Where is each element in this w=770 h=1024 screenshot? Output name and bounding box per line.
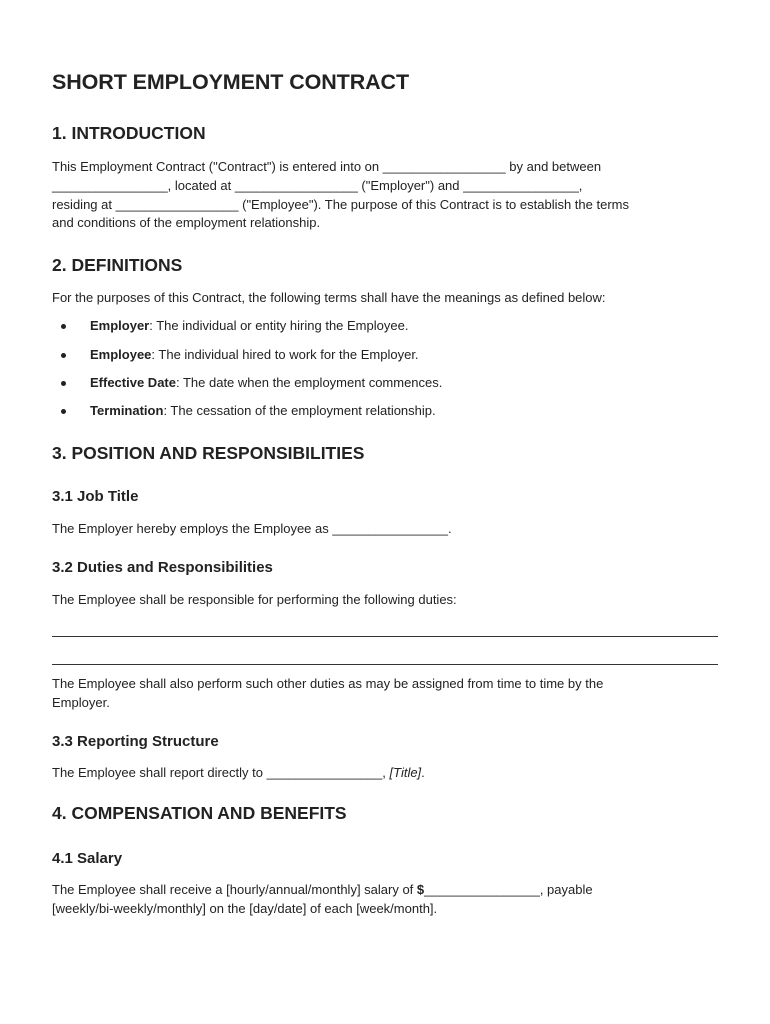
definition-item-employer [52,316,720,335]
section-introduction-heading: 1. INTRODUCTION [52,123,206,143]
salary-line-1: The Employee shall receive a [hourly/annual/monthly] salary of $________________, payable [52,882,593,897]
definition-text: : The cessation of the employment relationship. [163,403,436,418]
intro-line-2: ________________, located at _________________ ("Employer") and ________________, [52,178,583,193]
salary-line-2: [weekly/bi-weekly/monthly] on the [day/date] of each [week/month]. [52,901,438,916]
definition-item-termination [52,401,720,420]
definition-text: : The date when the employment commences. [175,375,443,390]
definition-term: Employee [90,347,152,362]
bullet-icon [61,324,66,329]
definition-term: Termination [90,403,164,418]
job-title-text: The Employer hereby employs the Employee as ________________. [52,521,452,536]
definition-item-employee [52,345,720,364]
definitions-intro: For the purposes of this Contract, the following terms shall have the meanings as defined below: [52,290,606,305]
intro-line-1: This Employment Contract ("Contract") is entered into on _________________ by and between [52,159,602,174]
definition-term: Effective Date [90,375,176,390]
duties-blank-line-2 [52,664,718,665]
section-compensation-heading: 4. COMPENSATION AND BENEFITS [52,803,347,823]
duties-text: The Employee shall be responsible for performing the following duties: [52,592,457,607]
section-position-heading: 3. POSITION AND RESPONSIBILITIES [52,443,365,463]
intro-line-4: and conditions of the employment relationship. [52,215,321,230]
duties-other-line-2: Employer. [52,695,110,710]
document-title: SHORT EMPLOYMENT CONTRACT [52,70,410,94]
bullet-icon [61,381,66,386]
job-title-heading: 3.1 Job Title [52,488,139,505]
duties-blank-line-1 [52,636,718,637]
reporting-heading: 3.3 Reporting Structure [52,733,219,750]
definition-text: : The individual hired to work for the Employer. [151,347,419,362]
section-definitions-heading: 2. DEFINITIONS [52,255,183,275]
intro-line-3: residing at _________________ ("Employee"). The purpose of this Contract is to establish the terms [52,197,629,212]
duties-other-line-1: The Employee shall also perform such other duties as may be assigned from time to time by the [52,676,604,691]
bullet-icon [61,409,66,414]
salary-heading: 4.1 Salary [52,850,123,867]
currency-symbol: $ [416,882,425,897]
definition-term: Employer [90,318,150,333]
bullet-icon [61,353,66,358]
definition-item-effective-date [52,373,720,392]
reporting-text: The Employee shall report directly to ________________, [Title]. [52,765,425,780]
duties-heading: 3.2 Duties and Responsibilities [52,559,273,576]
reporting-title-placeholder: [Title] [389,765,422,780]
definition-text: : The individual or entity hiring the Employee. [149,318,409,333]
